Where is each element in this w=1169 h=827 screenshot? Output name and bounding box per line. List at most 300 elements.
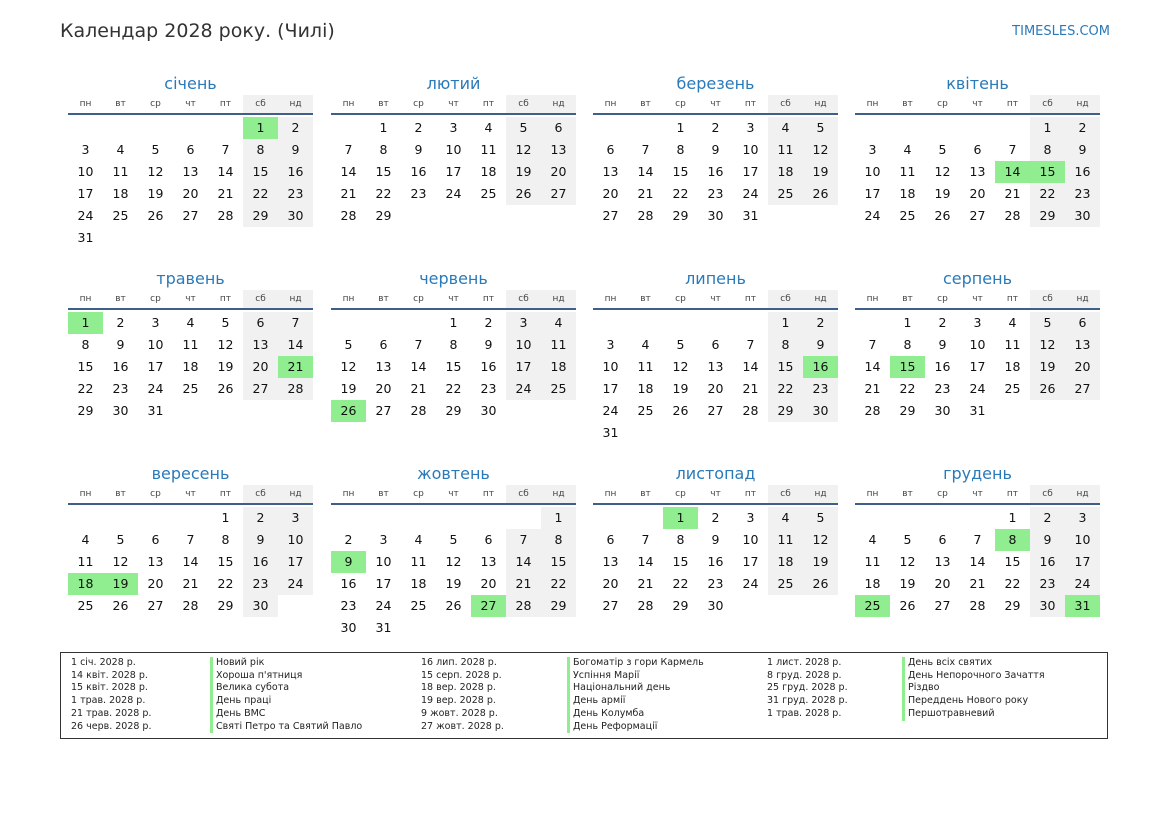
day-cell[interactable]: 18 — [1004, 359, 1021, 374]
day-cell[interactable]: 6 — [606, 142, 615, 157]
day-cell[interactable]: 9 — [243, 529, 278, 551]
day-cell[interactable]: 25 — [182, 381, 199, 396]
day-cell[interactable]: 21 — [969, 576, 986, 591]
day-cell[interactable]: 21 — [217, 186, 234, 201]
day-cell[interactable]: 29 — [77, 403, 94, 418]
day-cell[interactable]: 1 — [676, 120, 685, 135]
site-link[interactable]: TIMESLES.COM — [1012, 24, 1110, 39]
day-cell[interactable]: 11 — [112, 164, 129, 179]
day-cell[interactable]: 19 — [340, 381, 357, 396]
day-cell[interactable]: 17 — [1065, 551, 1100, 573]
day-cell[interactable]: 2 — [414, 120, 423, 135]
day-cell[interactable]: 11 — [480, 142, 497, 157]
day-cell[interactable]: 22 — [768, 378, 803, 400]
day-cell[interactable]: 19 — [1030, 356, 1065, 378]
day-cell[interactable]: 19 — [934, 186, 951, 201]
day-cell[interactable]: 5 — [903, 532, 912, 547]
day-cell[interactable]: 30 — [340, 620, 357, 635]
day-cell[interactable]: 6 — [484, 532, 493, 547]
day-cell[interactable]: 25 — [1004, 381, 1021, 396]
day-cell[interactable]: 5 — [221, 315, 230, 330]
day-cell[interactable]: 24 — [445, 186, 462, 201]
day-cell[interactable]: 16 — [480, 359, 497, 374]
day-cell[interactable]: 3 — [606, 337, 615, 352]
day-cell[interactable]: 17 — [506, 356, 541, 378]
day-cell[interactable]: 1 — [68, 312, 103, 334]
day-cell[interactable]: 26 — [803, 183, 838, 205]
day-cell[interactable]: 7 — [641, 532, 650, 547]
day-cell[interactable]: 1 — [221, 510, 230, 525]
day-cell[interactable]: 12 — [803, 529, 838, 551]
day-cell[interactable]: 16 — [243, 551, 278, 573]
day-cell[interactable]: 25 — [637, 403, 654, 418]
day-cell[interactable]: 22 — [445, 381, 462, 396]
day-cell[interactable]: 27 — [1065, 378, 1100, 400]
day-cell[interactable]: 22 — [672, 576, 689, 591]
day-cell[interactable]: 27 — [934, 598, 951, 613]
day-cell[interactable]: 14 — [340, 164, 357, 179]
day-cell[interactable]: 5 — [506, 117, 541, 139]
day-cell[interactable]: 19 — [506, 161, 541, 183]
day-cell[interactable]: 17 — [375, 576, 392, 591]
day-cell[interactable]: 24 — [969, 381, 986, 396]
day-cell[interactable]: 15 — [77, 359, 94, 374]
day-cell[interactable]: 8 — [81, 337, 90, 352]
day-cell[interactable]: 9 — [711, 532, 720, 547]
day-cell[interactable]: 26 — [445, 598, 462, 613]
day-cell[interactable]: 19 — [147, 186, 164, 201]
day-cell[interactable]: 19 — [217, 359, 234, 374]
day-cell[interactable]: 7 — [641, 142, 650, 157]
day-cell[interactable]: 28 — [1004, 208, 1021, 223]
day-cell[interactable]: 11 — [1004, 337, 1021, 352]
day-cell[interactable]: 27 — [707, 403, 724, 418]
day-cell[interactable]: 9 — [278, 139, 313, 161]
day-cell[interactable]: 25 — [112, 208, 129, 223]
day-cell[interactable]: 15 — [375, 164, 392, 179]
day-cell[interactable]: 22 — [672, 186, 689, 201]
day-cell[interactable]: 11 — [77, 554, 94, 569]
day-cell[interactable]: 16 — [278, 161, 313, 183]
day-cell[interactable]: 29 — [899, 403, 916, 418]
day-cell[interactable]: 23 — [480, 381, 497, 396]
day-cell[interactable]: 26 — [1030, 378, 1065, 400]
day-cell[interactable]: 30 — [1065, 205, 1100, 227]
day-cell[interactable]: 17 — [742, 554, 759, 569]
day-cell[interactable]: 12 — [147, 164, 164, 179]
day-cell[interactable]: 7 — [186, 532, 195, 547]
day-cell[interactable]: 27 — [243, 378, 278, 400]
day-cell[interactable]: 11 — [182, 337, 199, 352]
day-cell[interactable]: 2 — [1065, 117, 1100, 139]
day-cell[interactable]: 19 — [103, 573, 138, 595]
day-cell[interactable]: 16 — [1030, 551, 1065, 573]
day-cell[interactable]: 30 — [707, 208, 724, 223]
day-cell[interactable]: 19 — [803, 551, 838, 573]
day-cell[interactable]: 22 — [899, 381, 916, 396]
day-cell[interactable]: 23 — [112, 381, 129, 396]
day-cell[interactable]: 4 — [768, 117, 803, 139]
day-cell[interactable]: 20 — [147, 576, 164, 591]
day-cell[interactable]: 25 — [768, 183, 803, 205]
day-cell[interactable]: 25 — [480, 186, 497, 201]
day-cell[interactable]: 10 — [445, 142, 462, 157]
day-cell[interactable]: 31 — [969, 403, 986, 418]
day-cell[interactable]: 26 — [147, 208, 164, 223]
day-cell[interactable]: 4 — [868, 532, 877, 547]
day-cell[interactable]: 18 — [112, 186, 129, 201]
day-cell[interactable]: 16 — [340, 576, 357, 591]
day-cell[interactable]: 30 — [243, 595, 278, 617]
day-cell[interactable]: 7 — [221, 142, 230, 157]
day-cell[interactable]: 4 — [541, 312, 576, 334]
day-cell[interactable]: 24 — [77, 208, 94, 223]
day-cell[interactable]: 8 — [676, 532, 685, 547]
day-cell[interactable]: 8 — [379, 142, 388, 157]
day-cell[interactable]: 15 — [217, 554, 234, 569]
day-cell[interactable]: 1 — [1008, 510, 1017, 525]
day-cell[interactable]: 14 — [182, 554, 199, 569]
day-cell[interactable]: 6 — [938, 532, 947, 547]
day-cell[interactable]: 17 — [147, 359, 164, 374]
day-cell[interactable]: 11 — [864, 554, 881, 569]
day-cell[interactable]: 4 — [186, 315, 195, 330]
day-cell[interactable]: 3 — [449, 120, 458, 135]
day-cell[interactable]: 18 — [899, 186, 916, 201]
day-cell[interactable]: 2 — [938, 315, 947, 330]
day-cell[interactable]: 17 — [602, 381, 619, 396]
day-cell[interactable]: 24 — [1065, 573, 1100, 595]
day-cell[interactable]: 28 — [742, 403, 759, 418]
day-cell[interactable]: 21 — [340, 186, 357, 201]
day-cell[interactable]: 3 — [746, 120, 755, 135]
day-cell[interactable]: 20 — [480, 576, 497, 591]
day-cell[interactable]: 23 — [934, 381, 951, 396]
day-cell[interactable]: 21 — [637, 186, 654, 201]
day-cell[interactable]: 17 — [77, 186, 94, 201]
day-cell[interactable]: 11 — [899, 164, 916, 179]
day-cell[interactable]: 15 — [672, 164, 689, 179]
day-cell[interactable]: 15 — [768, 356, 803, 378]
day-cell[interactable]: 1 — [1030, 117, 1065, 139]
day-cell[interactable]: 15 — [541, 551, 576, 573]
day-cell[interactable]: 13 — [541, 139, 576, 161]
day-cell[interactable]: 23 — [707, 576, 724, 591]
day-cell[interactable]: 26 — [506, 183, 541, 205]
day-cell[interactable]: 29 — [672, 208, 689, 223]
day-cell[interactable]: 24 — [506, 378, 541, 400]
day-cell[interactable]: 9 — [803, 334, 838, 356]
day-cell[interactable]: 18 — [541, 356, 576, 378]
day-cell[interactable]: 2 — [116, 315, 125, 330]
day-cell[interactable]: 13 — [147, 554, 164, 569]
day-cell[interactable]: 4 — [414, 532, 423, 547]
day-cell[interactable]: 23 — [803, 378, 838, 400]
day-cell[interactable]: 18 — [637, 381, 654, 396]
day-cell[interactable]: 12 — [1030, 334, 1065, 356]
day-cell[interactable]: 7 — [1008, 142, 1017, 157]
day-cell[interactable]: 21 — [864, 381, 881, 396]
day-cell[interactable]: 22 — [77, 381, 94, 396]
day-cell[interactable]: 16 — [707, 164, 724, 179]
day-cell[interactable]: 25 — [541, 378, 576, 400]
day-cell[interactable]: 6 — [541, 117, 576, 139]
day-cell[interactable]: 23 — [278, 183, 313, 205]
day-cell[interactable]: 7 — [973, 532, 982, 547]
day-cell[interactable]: 26 — [672, 403, 689, 418]
day-cell[interactable]: 17 — [969, 359, 986, 374]
day-cell[interactable]: 16 — [410, 164, 427, 179]
day-cell[interactable]: 4 — [116, 142, 125, 157]
day-cell[interactable]: 22 — [217, 576, 234, 591]
day-cell[interactable]: 3 — [506, 312, 541, 334]
day-cell[interactable]: 10 — [742, 532, 759, 547]
day-cell[interactable]: 10 — [506, 334, 541, 356]
day-cell[interactable]: 6 — [151, 532, 160, 547]
day-cell[interactable]: 11 — [541, 334, 576, 356]
day-cell[interactable]: 28 — [506, 595, 541, 617]
day-cell[interactable]: 7 — [868, 337, 877, 352]
day-cell[interactable]: 16 — [1065, 161, 1100, 183]
day-cell[interactable]: 2 — [243, 507, 278, 529]
day-cell[interactable]: 7 — [278, 312, 313, 334]
day-cell[interactable]: 20 — [707, 381, 724, 396]
day-cell[interactable]: 13 — [934, 554, 951, 569]
day-cell[interactable]: 9 — [484, 337, 493, 352]
day-cell[interactable]: 9 — [414, 142, 423, 157]
day-cell[interactable]: 4 — [1008, 315, 1017, 330]
day-cell[interactable]: 9 — [116, 337, 125, 352]
day-cell[interactable]: 30 — [1030, 595, 1065, 617]
day-cell[interactable]: 3 — [868, 142, 877, 157]
day-cell[interactable]: 20 — [602, 186, 619, 201]
day-cell[interactable]: 21 — [637, 576, 654, 591]
day-cell[interactable]: 20 — [969, 186, 986, 201]
day-cell[interactable]: 14 — [995, 161, 1030, 183]
day-cell[interactable]: 31 — [375, 620, 392, 635]
day-cell[interactable]: 5 — [676, 337, 685, 352]
day-cell[interactable]: 25 — [77, 598, 94, 613]
day-cell[interactable]: 31 — [742, 208, 759, 223]
day-cell[interactable]: 5 — [344, 337, 353, 352]
day-cell[interactable]: 20 — [602, 576, 619, 591]
day-cell[interactable]: 22 — [541, 573, 576, 595]
day-cell[interactable]: 28 — [969, 598, 986, 613]
day-cell[interactable]: 23 — [1065, 183, 1100, 205]
day-cell[interactable]: 9 — [1065, 139, 1100, 161]
day-cell[interactable]: 12 — [934, 164, 951, 179]
day-cell[interactable]: 17 — [864, 186, 881, 201]
day-cell[interactable]: 7 — [746, 337, 755, 352]
day-cell[interactable]: 19 — [672, 381, 689, 396]
day-cell[interactable]: 3 — [278, 507, 313, 529]
day-cell[interactable]: 30 — [480, 403, 497, 418]
day-cell[interactable]: 2 — [1030, 507, 1065, 529]
day-cell[interactable]: 22 — [375, 186, 392, 201]
day-cell[interactable]: 5 — [449, 532, 458, 547]
day-cell[interactable]: 20 — [375, 381, 392, 396]
day-cell[interactable]: 29 — [1004, 598, 1021, 613]
day-cell[interactable]: 28 — [340, 208, 357, 223]
day-cell[interactable]: 27 — [182, 208, 199, 223]
day-cell[interactable]: 9 — [938, 337, 947, 352]
day-cell[interactable]: 8 — [903, 337, 912, 352]
day-cell[interactable]: 21 — [278, 356, 313, 378]
day-cell[interactable]: 29 — [217, 598, 234, 613]
day-cell[interactable]: 24 — [602, 403, 619, 418]
day-cell[interactable]: 6 — [711, 337, 720, 352]
day-cell[interactable]: 7 — [344, 142, 353, 157]
day-cell[interactable]: 10 — [864, 164, 881, 179]
day-cell[interactable]: 16 — [934, 359, 951, 374]
day-cell[interactable]: 18 — [864, 576, 881, 591]
day-cell[interactable]: 2 — [484, 315, 493, 330]
day-cell[interactable]: 18 — [182, 359, 199, 374]
day-cell[interactable]: 26 — [112, 598, 129, 613]
day-cell[interactable]: 26 — [331, 400, 366, 422]
day-cell[interactable]: 2 — [803, 312, 838, 334]
day-cell[interactable]: 24 — [375, 598, 392, 613]
day-cell[interactable]: 21 — [742, 381, 759, 396]
day-cell[interactable]: 9 — [1030, 529, 1065, 551]
day-cell[interactable]: 10 — [742, 142, 759, 157]
day-cell[interactable]: 4 — [641, 337, 650, 352]
day-cell[interactable]: 3 — [379, 532, 388, 547]
day-cell[interactable]: 3 — [1065, 507, 1100, 529]
day-cell[interactable]: 21 — [182, 576, 199, 591]
day-cell[interactable]: 29 — [672, 598, 689, 613]
day-cell[interactable]: 23 — [1030, 573, 1065, 595]
day-cell[interactable]: 6 — [606, 532, 615, 547]
day-cell[interactable]: 11 — [768, 529, 803, 551]
day-cell[interactable]: 17 — [742, 164, 759, 179]
day-cell[interactable]: 5 — [1030, 312, 1065, 334]
day-cell[interactable]: 16 — [803, 356, 838, 378]
day-cell[interactable]: 8 — [541, 529, 576, 551]
day-cell[interactable]: 23 — [340, 598, 357, 613]
day-cell[interactable]: 19 — [445, 576, 462, 591]
day-cell[interactable]: 15 — [1030, 161, 1065, 183]
day-cell[interactable]: 31 — [147, 403, 164, 418]
day-cell[interactable]: 6 — [243, 312, 278, 334]
day-cell[interactable]: 20 — [243, 356, 278, 378]
day-cell[interactable]: 27 — [602, 208, 619, 223]
day-cell[interactable]: 18 — [768, 161, 803, 183]
day-cell[interactable]: 5 — [938, 142, 947, 157]
day-cell[interactable]: 8 — [676, 142, 685, 157]
day-cell[interactable]: 28 — [217, 208, 234, 223]
day-cell[interactable]: 24 — [742, 576, 759, 591]
day-cell[interactable]: 6 — [973, 142, 982, 157]
day-cell[interactable]: 13 — [375, 359, 392, 374]
day-cell[interactable]: 20 — [182, 186, 199, 201]
day-cell[interactable]: 6 — [1065, 312, 1100, 334]
day-cell[interactable]: 29 — [768, 400, 803, 422]
day-cell[interactable]: 9 — [331, 551, 366, 573]
day-cell[interactable]: 8 — [243, 139, 278, 161]
day-cell[interactable]: 10 — [969, 337, 986, 352]
day-cell[interactable]: 23 — [707, 186, 724, 201]
day-cell[interactable]: 23 — [410, 186, 427, 201]
day-cell[interactable]: 25 — [899, 208, 916, 223]
day-cell[interactable]: 12 — [899, 554, 916, 569]
day-cell[interactable]: 3 — [81, 142, 90, 157]
day-cell[interactable]: 29 — [243, 205, 278, 227]
day-cell[interactable]: 18 — [68, 573, 103, 595]
day-cell[interactable]: 22 — [1004, 576, 1021, 591]
day-cell[interactable]: 29 — [541, 595, 576, 617]
day-cell[interactable]: 7 — [414, 337, 423, 352]
day-cell[interactable]: 18 — [410, 576, 427, 591]
day-cell[interactable]: 20 — [934, 576, 951, 591]
day-cell[interactable]: 1 — [243, 117, 278, 139]
day-cell[interactable]: 14 — [742, 359, 759, 374]
day-cell[interactable]: 30 — [934, 403, 951, 418]
day-cell[interactable]: 14 — [969, 554, 986, 569]
day-cell[interactable]: 24 — [278, 573, 313, 595]
day-cell[interactable]: 31 — [77, 230, 94, 245]
day-cell[interactable]: 10 — [1065, 529, 1100, 551]
day-cell[interactable]: 25 — [410, 598, 427, 613]
day-cell[interactable]: 2 — [344, 532, 353, 547]
day-cell[interactable]: 11 — [768, 139, 803, 161]
day-cell[interactable]: 25 — [855, 595, 890, 617]
day-cell[interactable]: 12 — [672, 359, 689, 374]
day-cell[interactable]: 31 — [602, 425, 619, 440]
day-cell[interactable]: 11 — [637, 359, 654, 374]
day-cell[interactable]: 28 — [637, 598, 654, 613]
day-cell[interactable]: 30 — [707, 598, 724, 613]
day-cell[interactable]: 14 — [278, 334, 313, 356]
day-cell[interactable]: 28 — [278, 378, 313, 400]
day-cell[interactable]: 16 — [707, 554, 724, 569]
day-cell[interactable]: 15 — [672, 554, 689, 569]
day-cell[interactable]: 16 — [112, 359, 129, 374]
day-cell[interactable]: 14 — [410, 359, 427, 374]
day-cell[interactable]: 13 — [707, 359, 724, 374]
day-cell[interactable]: 31 — [1065, 595, 1100, 617]
day-cell[interactable]: 24 — [864, 208, 881, 223]
day-cell[interactable]: 2 — [711, 120, 720, 135]
day-cell[interactable]: 12 — [217, 337, 234, 352]
day-cell[interactable]: 3 — [151, 315, 160, 330]
day-cell[interactable]: 8 — [768, 334, 803, 356]
day-cell[interactable]: 22 — [243, 183, 278, 205]
day-cell[interactable]: 20 — [541, 161, 576, 183]
day-cell[interactable]: 30 — [803, 400, 838, 422]
day-cell[interactable]: 1 — [768, 312, 803, 334]
day-cell[interactable]: 5 — [803, 507, 838, 529]
day-cell[interactable]: 24 — [147, 381, 164, 396]
day-cell[interactable]: 4 — [768, 507, 803, 529]
day-cell[interactable]: 29 — [1030, 205, 1065, 227]
day-cell[interactable]: 23 — [243, 573, 278, 595]
day-cell[interactable]: 15 — [243, 161, 278, 183]
day-cell[interactable]: 28 — [637, 208, 654, 223]
day-cell[interactable]: 5 — [803, 117, 838, 139]
day-cell[interactable]: 6 — [379, 337, 388, 352]
day-cell[interactable]: 21 — [1004, 186, 1021, 201]
day-cell[interactable]: 13 — [969, 164, 986, 179]
day-cell[interactable]: 8 — [1030, 139, 1065, 161]
day-cell[interactable]: 8 — [995, 529, 1030, 551]
day-cell[interactable]: 30 — [112, 403, 129, 418]
day-cell[interactable]: 19 — [803, 161, 838, 183]
day-cell[interactable]: 20 — [1065, 356, 1100, 378]
day-cell[interactable]: 26 — [899, 598, 916, 613]
day-cell[interactable]: 1 — [663, 507, 698, 529]
day-cell[interactable]: 3 — [746, 510, 755, 525]
